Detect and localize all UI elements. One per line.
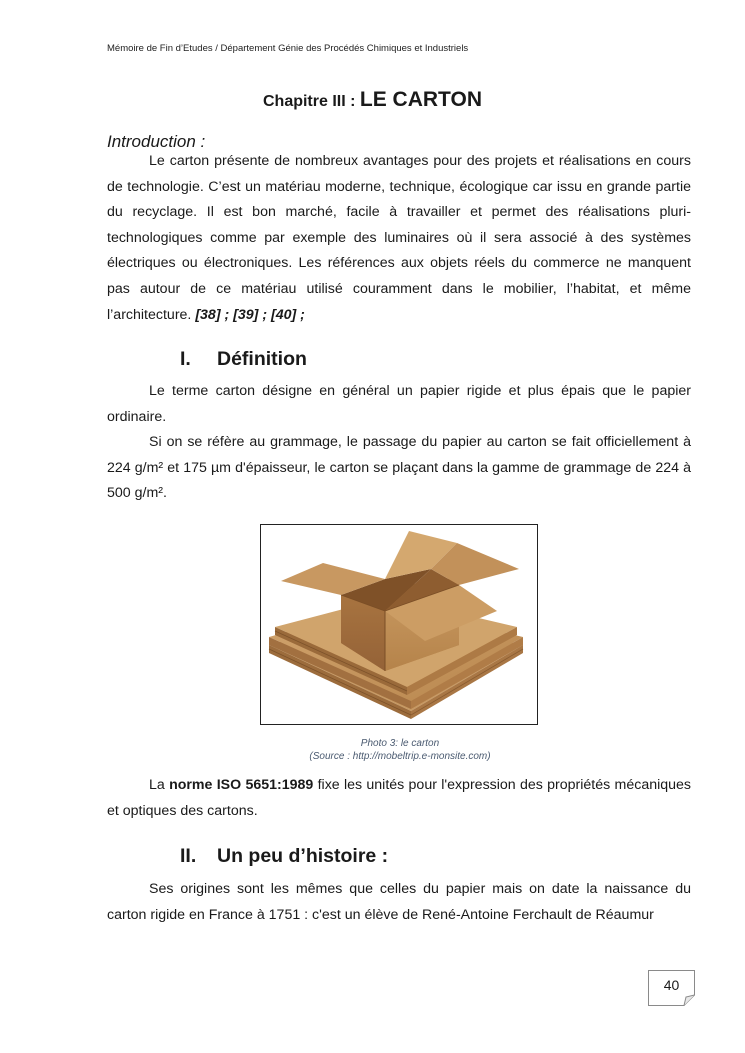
- carton-photo: [260, 524, 538, 725]
- running-header: Mémoire de Fin d’Etudes / Département Génie des Procédés Chimiques et Industriels: [107, 43, 469, 54]
- section-heading-definition: [180, 348, 307, 371]
- section-number: II.: [180, 845, 197, 867]
- chapter-title: [0, 88, 745, 112]
- chapter-name: LE CARTON: [359, 88, 483, 111]
- section-title: Un peu d’histoire :: [217, 845, 389, 867]
- norm-text-before: La: [149, 777, 170, 793]
- definition-text-2: Si on se réfère au grammage, le passage du papier au carton se fait officiellement à 224 g/m² et 175 µm d'épaisseur, le carton se plaçant dans la gamme de grammage de 224 à 500 g/m².: [107, 434, 691, 502]
- introduction-references: [38] ; [39] ; [40] ;: [195, 306, 305, 323]
- definition-paragraph-1: [107, 379, 691, 430]
- definition-text-1: Le terme carton désigne en général un papier rigide et plus épais que le papier ordinaire.: [107, 383, 691, 425]
- chapter-prefix: Chapitre III :: [262, 93, 360, 110]
- history-paragraph: [107, 877, 691, 928]
- photo-source: (Source : http://mobeltrip.e-monsite.com): [309, 751, 491, 762]
- definition-paragraph-2: [107, 430, 691, 507]
- section-heading-history: [180, 845, 388, 868]
- page-number: 40: [663, 977, 680, 993]
- introduction-paragraph: [107, 149, 691, 328]
- history-text: Ses origines sont les mêmes que celles du papier mais on date la naissance du carton rigide en France à 1751 : c'est un élève de René-Antoine Ferchault de Réaumur: [107, 881, 691, 923]
- norm-reference: norme ISO 5651:1989: [169, 777, 314, 793]
- photo-caption: Photo 3: le carton: [360, 738, 440, 749]
- section-title: Définition: [217, 348, 307, 370]
- norm-paragraph: [107, 773, 691, 824]
- page-number-box: [648, 970, 695, 1006]
- cardboard-box-illustration: [261, 525, 537, 724]
- introduction-text: Le carton présente de nombreux avantages pour des projets et réalisations en cours de technologie. C’est un matériau moderne, technique, écologique car issu en grande partie du recyclage. Il est bon marché, facile à travailler et permet des réalisations pluri-technologiques comme par exemple des luminaires où il sera associé à des systèmes électriques ou électroniques. Les références aux objets réels du commerce ne manquent pas autour de ce matériau utilisé couramment dans le mobilier, l’habitat, et même l’architecture.: [107, 153, 691, 323]
- section-number: I.: [180, 348, 191, 370]
- introduction-heading: Introduction :: [107, 132, 206, 151]
- norm-text-after: fixe les unités pour l'expression des propriétés mécaniques et optiques des cartons.: [107, 777, 692, 819]
